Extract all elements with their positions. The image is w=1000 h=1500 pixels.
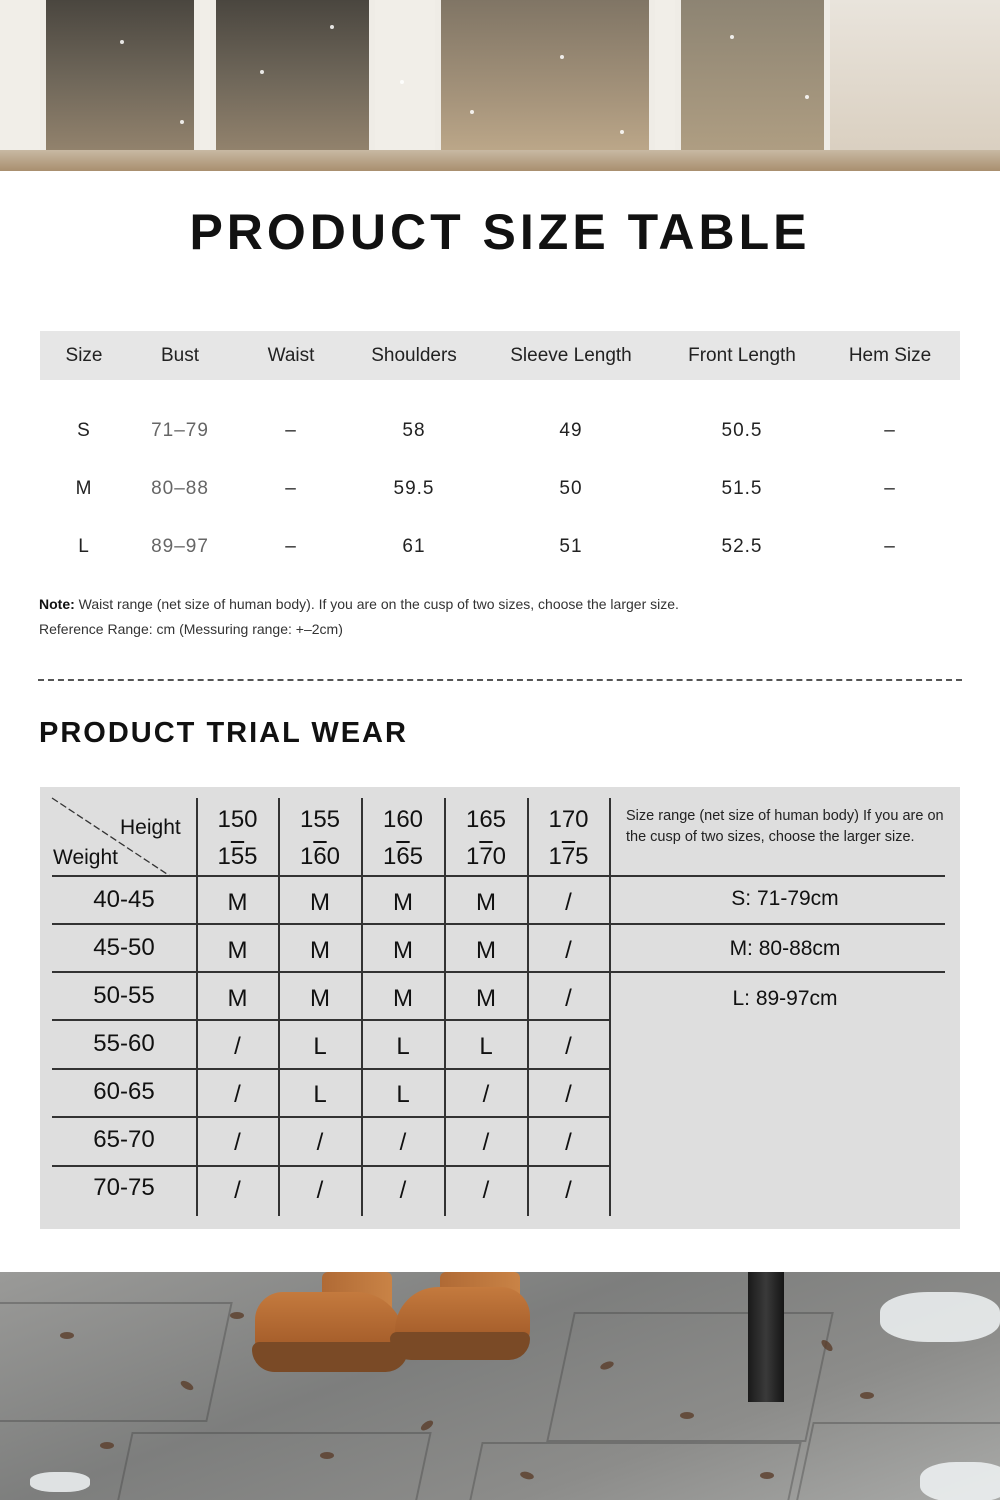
column-header-shoulders: Shoulders — [371, 345, 457, 366]
grid-cell-mark: M — [310, 985, 330, 1012]
grid-cell-mark: M — [393, 985, 413, 1012]
grid-cell-mark: M — [476, 985, 496, 1012]
grid-cell-mark: M — [310, 889, 330, 916]
grid-cell-mark: / — [565, 1033, 572, 1060]
street-pole — [748, 1272, 784, 1402]
bust-cell: 89–97 — [151, 536, 209, 557]
grid-cell-mark: / — [482, 1177, 490, 1204]
size-range-s: S: 71-79cm — [731, 887, 839, 910]
shoulders-cell: 59.5 — [393, 478, 435, 499]
corner-weight-label: Weight — [53, 846, 118, 869]
column-header-hem-size: Hem Size — [848, 345, 932, 366]
hem-size-cell: – — [884, 536, 896, 557]
sleeve-length-cell: 50 — [559, 478, 583, 499]
grid-cell-mark: / — [565, 1129, 572, 1156]
weight-label: 70-75 — [93, 1174, 155, 1201]
height-header-160: 160 165 — [382, 806, 424, 870]
grid-cell-mark: M — [393, 889, 413, 916]
front-length-cell: 52.5 — [721, 536, 763, 557]
weight-label: 65-70 — [93, 1126, 155, 1153]
page-title: PRODUCT SIZE TABLE — [189, 204, 811, 260]
grid-cell-mark: L — [396, 1081, 410, 1108]
column-header-waist: Waist — [267, 345, 315, 366]
grid-cell-mark: / — [565, 1177, 572, 1204]
height-header-155: 155 160 — [299, 806, 341, 870]
table-row — [40, 420, 960, 444]
trial-wear-title: PRODUCT TRIAL WEAR — [39, 717, 408, 749]
shoulders-cell: 61 — [402, 536, 426, 557]
column-header-bust: Bust — [160, 345, 200, 366]
waist-cell: – — [285, 478, 297, 499]
grid-cell-mark: L — [313, 1081, 327, 1108]
size-note — [39, 596, 679, 612]
hem-size-cell: – — [884, 420, 896, 441]
hem-size-cell: – — [884, 478, 896, 499]
sleeve-length-cell: 51 — [559, 536, 583, 557]
size-cell: M — [75, 478, 93, 499]
corner-height-label: Height — [120, 816, 181, 839]
size-cell: L — [78, 536, 90, 557]
front-length-cell: 50.5 — [721, 420, 763, 441]
size-cell: S — [77, 420, 91, 441]
column-header-size: Size — [65, 345, 103, 366]
bust-cell: 71–79 — [151, 420, 209, 441]
footer-photo — [0, 1272, 1000, 1500]
size-table-header — [40, 331, 960, 380]
table-row — [40, 478, 960, 502]
grid-cell-mark: / — [234, 1081, 241, 1108]
height-header-165: 165 170 — [465, 806, 507, 870]
table-row — [40, 536, 960, 560]
grid-cell-mark: / — [399, 1177, 407, 1204]
front-length-cell: 51.5 — [721, 478, 763, 499]
grid-cell-mark: / — [565, 889, 572, 916]
weight-label: 50-55 — [93, 982, 155, 1009]
column-header-front-length: Front Length — [688, 345, 796, 366]
note-label: Note: — [39, 596, 75, 612]
grid-cell-mark: M — [227, 937, 248, 964]
sleeve-length-cell: 49 — [559, 420, 583, 441]
grid-cell-mark: M — [476, 937, 496, 964]
weight-label: 40-45 — [93, 886, 155, 913]
grid-cell-mark: L — [396, 1033, 410, 1060]
grid-cell-mark: / — [482, 1081, 490, 1108]
grid-cell-mark: / — [565, 985, 572, 1012]
header-photo — [0, 0, 1000, 171]
height-header-150: 150 155 — [217, 806, 258, 870]
grid-cell-mark: / — [316, 1177, 324, 1204]
reference-range-note: Reference Range: cm (Messuring range: +–2cm) — [39, 621, 343, 637]
waist-cell: – — [285, 420, 297, 441]
grid-cell-mark: / — [234, 1033, 241, 1060]
waist-cell: – — [285, 536, 297, 557]
grid-cell-mark: / — [565, 1081, 572, 1108]
shoulders-cell: 58 — [402, 420, 426, 441]
grid-cell-mark: / — [234, 1177, 241, 1204]
grid-cell-mark: / — [399, 1129, 407, 1156]
grid-cell-mark: / — [565, 937, 572, 964]
size-range-m: M: 80-88cm — [729, 937, 841, 960]
size-range-description: Size range (net size of human body) If you are on the cusp of two sizes, choose the larger size. — [626, 808, 944, 845]
section-divider — [38, 679, 962, 681]
grid-cell-mark: M — [310, 937, 330, 964]
column-header-sleeve-length: Sleeve Length — [510, 345, 632, 366]
weight-label: 45-50 — [93, 934, 155, 961]
grid-cell-mark: M — [227, 889, 248, 916]
grid-cell-mark: L — [313, 1033, 327, 1060]
grid-cell-mark: M — [227, 985, 248, 1012]
grid-cell-mark: L — [479, 1033, 493, 1060]
height-header-170: 170 175 — [548, 806, 589, 870]
weight-label: 60-65 — [93, 1078, 155, 1105]
grid-cell-mark: M — [476, 889, 496, 916]
note-text: Waist range (net size of human body). If you are on the cusp of two sizes, choose the larger size. — [74, 596, 679, 612]
bust-cell: 80–88 — [151, 478, 209, 499]
grid-cell-mark: M — [393, 937, 413, 964]
grid-cell-mark: / — [316, 1129, 324, 1156]
grid-cell-mark: / — [482, 1129, 490, 1156]
grid-cell-mark: / — [234, 1129, 241, 1156]
weight-label: 55-60 — [93, 1030, 155, 1057]
size-range-l: L: 89-97cm — [732, 987, 838, 1010]
